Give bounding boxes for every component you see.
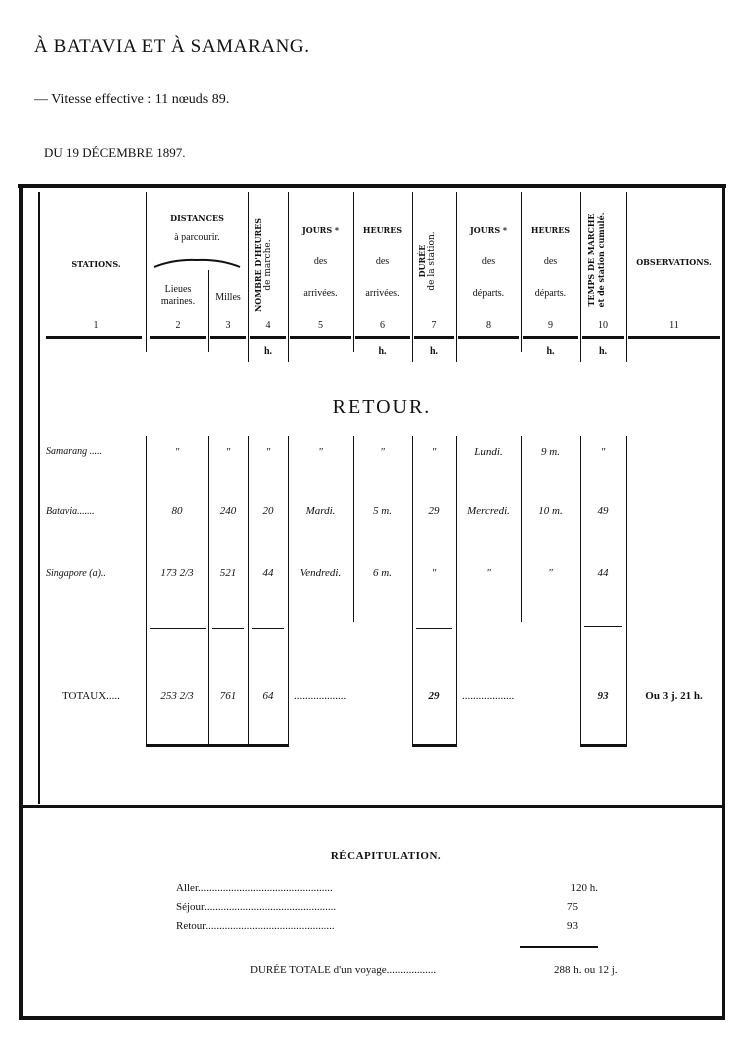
table-left-border [19,184,23,1020]
col-divider [626,340,627,362]
recap-sum-rule [520,946,598,948]
header-underline [458,336,519,339]
body-col-rule [353,436,354,622]
unit-label: h. [598,346,608,357]
header-heures-departs-departs: départs. [534,288,567,299]
cell-milles: 240 [219,505,237,517]
header-distances-sub: à parcourir. [174,232,220,243]
col-divider [456,340,457,362]
header-underline [150,336,206,339]
col-divider [288,340,289,362]
totals-bottom-rule [412,744,457,747]
cell-heures: " [265,446,271,458]
header-underline [628,336,720,339]
cell-heures: 20 [262,505,274,517]
totals-bottom-rule [146,744,289,747]
column-number: 3 [225,320,231,331]
totals-bottom-rule [580,744,627,747]
cell-milles: 521 [219,567,237,579]
recap-label: Séjour................................................ [176,901,337,913]
header-underline [414,336,454,339]
column-number: 10 [598,320,608,331]
recap-label: Retour............................................... [176,920,335,932]
totals-dots: ................... [462,690,515,702]
cell-heure-depart: 10 m. [538,505,563,517]
column-number: 9 [548,320,553,331]
header-heures-arrivees-des: des [375,256,390,267]
body-col-rule [456,436,457,746]
recap-value: 120 h. [570,882,598,894]
header-milles: Milles [215,292,241,303]
column-number: 11 [669,320,679,331]
cell-heure-depart: " [548,567,553,579]
recap-title: RÉCAPITULATION. [330,850,442,862]
cell-jour-depart: Mercredi. [467,505,510,517]
total-cumul: 93 [597,690,609,702]
column-number: 5 [318,320,323,331]
totals-label: TOTAUX..... [62,690,120,702]
col-divider [580,340,581,362]
recap-value: 93 [567,920,578,932]
cell-duree: " [431,446,437,458]
header-jours-arrivees-des: des [313,256,328,267]
header-observations: OBSERVATIONS. [636,257,712,267]
cell-cumul: 44 [597,567,609,579]
section-title-retour: RETOUR. [332,396,432,418]
cell-lieues: 80 [171,505,183,517]
header-heures-arrivees-arrivees: arrivées. [365,288,400,299]
cell-heure-depart: 9 m. [541,446,560,458]
header-stations: STATIONS. [71,259,121,269]
column-number: 7 [431,320,437,331]
header-jours-arrivees-arrivees: arrivées. [303,288,338,299]
cell-heure-arrivee: 6 m. [373,567,392,579]
header-heures-arrivees: HEURES [362,225,403,235]
recap-total-value: 288 h. ou 12 j. [554,964,618,976]
cell-duree: 29 [428,505,440,517]
station-name: Singapore (a).. [46,568,106,579]
cell-heure-arrivee: 5 m. [373,505,392,517]
speed-line: — Vitesse effective : 11 nœuds 89. [34,92,230,107]
section-divider-rule [19,805,725,808]
header-brace [152,254,242,266]
table-left-inner-border [38,192,40,804]
col-divider [412,340,413,362]
recap-total-label: DURÉE TOTALE d'un voyage.................. [250,964,437,976]
cell-cumul: 49 [597,505,609,517]
header-underline [250,336,286,339]
header-underline [582,336,624,339]
total-observation: Ou 3 j. 21 h. [645,690,703,702]
total-lieues: 253 2/3 [160,690,194,702]
station-name: Samarang ..... [46,446,103,457]
header-nombre-heures: NOMBRE D'HEURES de marche. [253,218,274,312]
body-col-rule [288,436,289,746]
cell-jour-depart: " [486,567,491,579]
cell-heure-arrivee: " [380,446,385,458]
subtotal-rule [584,626,622,627]
subtotal-rule [150,628,206,629]
unit-label: h. [546,346,555,357]
unit-label: h. [263,346,273,357]
cell-lieues: 173 2/3 [160,567,194,579]
column-number: 4 [265,320,271,331]
subtotal-rule [212,628,244,629]
cell-jour-arrivee: Mardi. [305,505,336,517]
cell-cumul: " [600,446,606,458]
table-right-border [722,184,725,1020]
cell-milles: " [225,446,231,458]
subtotal-rule [416,628,452,629]
column-number: 2 [175,320,181,331]
header-jours-departs: JOURS * [469,225,508,235]
total-milles: 761 [219,690,237,702]
col-divider [208,270,209,352]
date-line: DU 19 DÉCEMBRE 1897. [44,145,186,160]
column-number: 8 [486,320,491,331]
header-underline [355,336,410,339]
header-underline [46,336,142,339]
unit-label: h. [378,346,387,357]
header-heures-departs: HEURES [530,225,571,235]
cell-jour-arrivee: Vendredi. [299,567,342,579]
totals-dots: ................... [294,690,347,702]
total-heures: 64 [262,690,274,702]
header-lieues: Lieues marines. [160,284,196,307]
subtotal-rule [252,628,284,629]
page-title: À BATAVIA ET À SAMARANG. [34,36,310,57]
table-bottom-rule [19,1016,725,1020]
col-divider [248,340,249,362]
header-underline [210,336,246,339]
header-temps-marche: TEMPS DE MARCHE et de station cumulé. [586,212,607,308]
cell-jour-depart: Lundi. [474,446,503,458]
column-number: 6 [380,320,385,331]
cell-jour-arrivee: " [318,446,323,458]
header-underline [290,336,351,339]
cell-lieues: " [174,446,180,458]
header-distances: DISTANCES [170,213,224,223]
header-heures-departs-des: des [543,256,558,267]
cell-heures: 44 [262,567,274,579]
total-duree: 29 [428,690,440,702]
table-top-rule [18,184,726,188]
header-underline [523,336,578,339]
unit-label: h. [429,346,439,357]
body-col-rule [521,436,522,622]
column-number: 1 [93,320,99,331]
header-jours-departs-departs: départs. [472,288,505,299]
header-jours-departs-des: des [481,256,496,267]
recap-value: 75 [567,901,578,913]
header-duree: DURÉE de la station. [417,231,438,291]
recap-label: Aller................................................. [176,882,333,894]
station-name: Batavia....... [46,506,95,517]
header-jours-arrivees: JOURS * [301,225,340,235]
cell-duree: " [431,567,437,579]
